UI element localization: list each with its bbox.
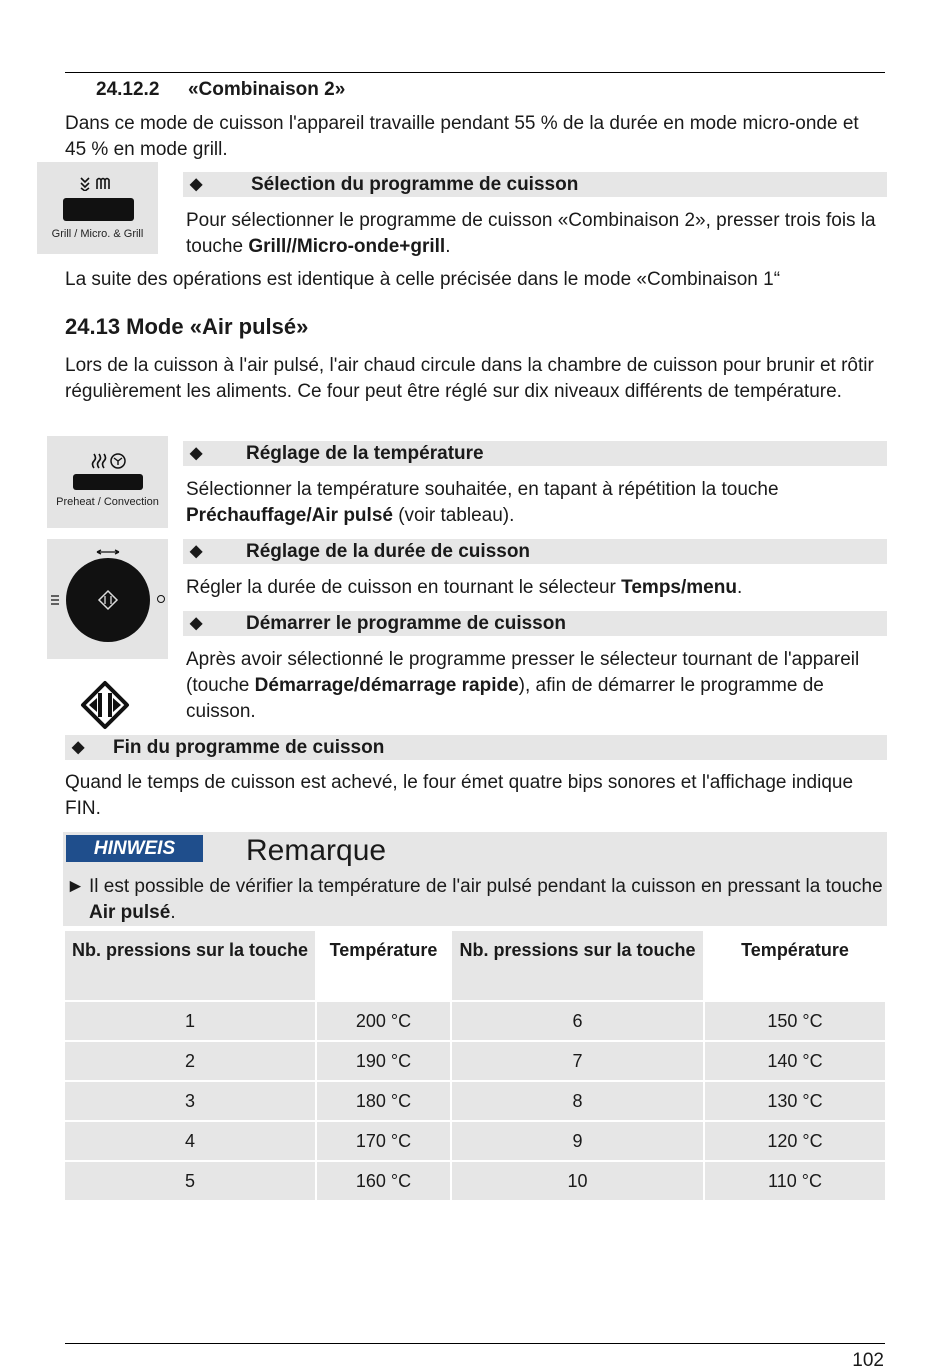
note-bullet-icon: ► xyxy=(66,876,85,897)
combi2-step-text: Pour sélectionner le programme de cuisson «Combinaison 2», presser trois fois la touche Grill//Micro-onde+grill. xyxy=(186,210,876,257)
table-cell: 4 xyxy=(65,1121,316,1161)
temperature-table xyxy=(65,931,885,1200)
table-cell: 3 xyxy=(65,1081,316,1121)
table-cell: 140 °C xyxy=(704,1041,885,1081)
table-header-cell: Nb. pressions sur la touche xyxy=(65,931,316,1001)
end-text: Quand le temps de cuisson est achevé, le four émet quatre bips sonores et l'affichage indique FIN. xyxy=(65,772,854,819)
step-heading: Sélection du programme de cuisson xyxy=(251,174,579,195)
preheat-icon-label: Preheat / Convection xyxy=(56,496,159,508)
table-cell: 2 xyxy=(65,1041,316,1081)
table-row xyxy=(65,1001,885,1041)
start-heading: Démarrer le programme de cuisson xyxy=(246,613,566,634)
subsection-title: «Combinaison 2» xyxy=(187,79,346,100)
duration-heading: Réglage de la durée de cuisson xyxy=(246,541,531,562)
table-cell: 5 xyxy=(65,1161,316,1200)
table-cell: 180 °C xyxy=(316,1081,451,1121)
table-cell: 8 xyxy=(451,1081,704,1121)
table-cell: 200 °C xyxy=(316,1001,451,1041)
note-title: Remarque xyxy=(246,834,387,867)
table-row xyxy=(65,1041,885,1081)
convection-fan-icon xyxy=(91,452,129,470)
table-cell: 170 °C xyxy=(316,1121,451,1161)
table-header-cell: Température xyxy=(316,931,451,1001)
combi2-after-text: La suite des opérations est identique à celle précisée dans le mode «Combinaison 1“ xyxy=(65,269,781,290)
note-text: Il est possible de vérifier la température de l'air pulsé pendant la cuisson en pressant la touche Air pulsé. xyxy=(89,876,883,923)
grill-icon-label: Grill / Micro. & Grill xyxy=(51,228,144,240)
temp-heading-band xyxy=(183,441,887,466)
diamond-bullet-icon: ◆ xyxy=(190,445,203,462)
diamond-bullet-icon: ◆ xyxy=(72,739,85,756)
page-number: 102 xyxy=(852,1350,884,1371)
table-row xyxy=(65,1081,885,1121)
table-cell: 110 °C xyxy=(704,1161,885,1200)
bottom-rule xyxy=(65,1343,885,1344)
note-box xyxy=(63,832,887,926)
start-heading-band xyxy=(183,611,887,636)
end-heading-band xyxy=(65,735,887,760)
start-text: Après avoir sélectionné le programme presser le sélecteur tournant de l'appareil (touche Démarrage/démarrage rapide), afin de démarrer le programme de cuisson. xyxy=(186,649,860,722)
table-cell: 6 xyxy=(451,1001,704,1041)
convection-intro: Lors de la cuisson à l'air pulsé, l'air chaud circule dans la chambre de cuisson pour brunir et rôtir régulièrement les aliments. Ce four peut être réglé sur dix niveaux différents de température. xyxy=(65,355,874,402)
temp-text: Sélectionner la température souhaitée, en tapant à répétition la touche Préchauffage/Air pulsé (voir tableau). xyxy=(186,479,779,526)
table-row xyxy=(65,1161,885,1200)
table-cell: 160 °C xyxy=(316,1161,451,1200)
table-row xyxy=(65,1121,885,1161)
step-heading-band xyxy=(183,172,887,197)
start-symbol-icon xyxy=(80,680,130,730)
table-body xyxy=(65,1001,885,1200)
table-cell: 130 °C xyxy=(704,1081,885,1121)
button-bar xyxy=(63,198,134,221)
table-header-cell: Nb. pressions sur la touche xyxy=(451,931,704,1001)
temp-heading: Réglage de la température xyxy=(246,443,484,464)
table-cell: 7 xyxy=(451,1041,704,1081)
button-bar xyxy=(73,474,143,490)
rotary-knob-icon xyxy=(47,539,168,659)
grill-micro-icon xyxy=(79,177,117,191)
table-cell: 1 xyxy=(65,1001,316,1041)
combi2-intro: Dans ce mode de cuisson l'appareil travaille pendant 55 % de la durée en mode micro-onde et 45 % en mode grill. xyxy=(65,113,859,160)
table-cell: 9 xyxy=(451,1121,704,1161)
table-header-row xyxy=(65,931,885,1001)
table-cell: 190 °C xyxy=(316,1041,451,1081)
diamond-bullet-icon: ◆ xyxy=(190,176,203,193)
time-menu-dial-image xyxy=(47,539,168,659)
duration-text: Régler la durée de cuisson en tournant le sélecteur Temps/menu. xyxy=(186,577,743,598)
preheat-convection-button-image xyxy=(47,436,168,528)
hinweis-badge: HINWEIS xyxy=(66,835,203,862)
section-heading: 24.13 Mode «Air pulsé» xyxy=(65,314,309,339)
table-cell: 120 °C xyxy=(704,1121,885,1161)
end-heading: Fin du programme de cuisson xyxy=(113,737,385,758)
top-rule xyxy=(65,72,885,73)
table-cell: 150 °C xyxy=(704,1001,885,1041)
diamond-bullet-icon: ◆ xyxy=(190,543,203,560)
grill-micro-button-image xyxy=(37,162,158,254)
subsection-heading xyxy=(96,79,345,101)
duration-heading-band xyxy=(183,539,887,564)
table-cell: 10 xyxy=(451,1161,704,1200)
diamond-bullet-icon: ◆ xyxy=(190,615,203,632)
table-header-cell: Température xyxy=(704,931,885,1001)
subsection-number: 24.12.2 xyxy=(96,79,160,100)
